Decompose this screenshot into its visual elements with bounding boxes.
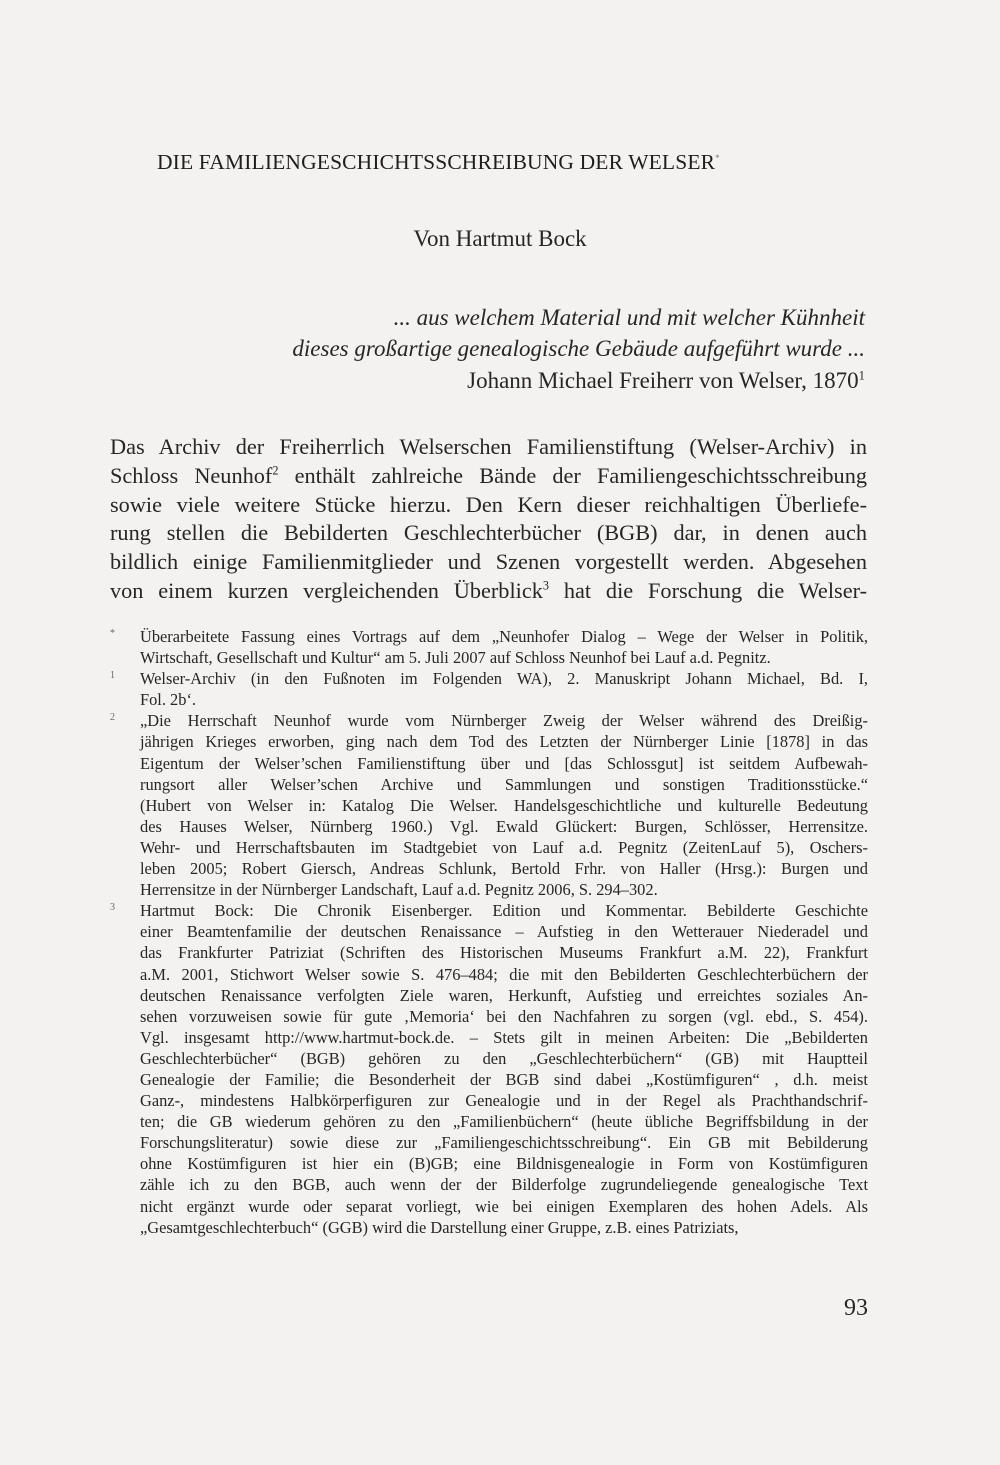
footnote-line: ohne Kostümfiguren ist hier ein (B)GB; eine Bildnisgenealogie in Form von Kostümfiguren <box>140 1154 868 1174</box>
author-line: Von Hartmut Bock <box>413 226 587 251</box>
footnote-line: Eigentum der Welser’schen Familienstiftung über und [das Schlossgut] ist seitdem Aufbewah- <box>140 753 868 773</box>
body-line-text: rung stellen die Bebilderten Geschlechterbücher (BGB) dar, in denen auch <box>110 520 867 546</box>
footnote-ref: 2 <box>272 463 279 478</box>
epigraph <box>165 302 865 364</box>
body-line <box>110 491 867 520</box>
footnote-line: ten; die GB wiederum gehören zu den „Familienbüchern“ (heute übliche Begriffsbildung in der <box>140 1112 868 1132</box>
footnote-line: Überarbeitete Fassung eines Vortrags auf dem „Neunhofer Dialog – Wege der Welser in Politik, <box>140 627 868 646</box>
chapter-title-text: DIE FAMILIENGESCHICHTSSCHREIBUNG DER WELSER <box>157 150 716 174</box>
footnote-line: a.M. 2001, Stichwort Welser sowie S. 476–484; die mit den Bebilderten Geschlechterbüchern der <box>140 964 868 984</box>
chapter-title <box>157 150 857 175</box>
footnote <box>110 626 868 668</box>
footnote <box>110 710 868 900</box>
epigraph-line-2: dieses großartige genealogische Gebäude aufgeführt wurde ... <box>292 336 865 361</box>
epigraph-footnote-ref: 1 <box>858 368 865 383</box>
footnote-line: sehen vorzuweisen sowie für gute ‚Memoria‘ bei den Nachfahren zu sorgen (vgl. ebd., S. 454). <box>140 1006 868 1026</box>
body-line <box>110 519 867 548</box>
footnote-line: zähle ich zu den BGB, auch wenn der der Bilderfolge zugrundeliegende genealogische Text <box>140 1175 868 1195</box>
footnote-line: Forschungsliteratur) sowie diese zur „Familiengeschichtsschreibung“. Ein GB mit Bebilderung <box>140 1133 868 1153</box>
footnote-ref: 3 <box>542 578 550 593</box>
footnote-line: Wirtschaft, Gesellschaft und Kultur“ am 5. Juli 2007 auf Schloss Neunhof bei Lauf a.d. Pegnitz. <box>140 648 771 668</box>
footnote <box>110 900 868 1238</box>
footnote-line: deutschen Renaissance verfolgten Ziele waren, Herkunft, Aufstieg und erreichtes soziales An- <box>140 985 868 1005</box>
body-line <box>110 577 867 606</box>
body-line-text-cont: enthält zahlreiche Bände der Familiengeschichtsschreibung <box>278 462 868 488</box>
body-paragraph <box>110 433 867 606</box>
body-line <box>110 462 867 491</box>
footnote-line: das Frankfurter Patriziat (Schriften des Historischen Museums Frankfurt a.M. 22), Frankfurt <box>140 943 868 963</box>
epigraph-source-text: Johann Michael Freiherr von Welser, 1870 <box>467 368 859 393</box>
epigraph-line-1: ... aus welchem Material und mit welcher Kühnheit <box>393 305 865 330</box>
footnote-line: leben 2005; Robert Giersch, Andreas Schlunk, Bertold Frhr. von Haller (Hrsg.): Burgen und <box>140 859 868 879</box>
footnotes <box>110 626 868 1238</box>
body-line-text: sowie viele weitere Stücke hierzu. Den Kern dieser reichhaltigen Überliefe- <box>110 491 867 517</box>
body-line <box>110 548 867 577</box>
footnote-line: Genealogie der Familie; die Besonderheit der BGB sind dabei „Kostümfiguren“ , d.h. meist <box>140 1069 868 1089</box>
footnote-line: rungsort aller Welser’schen Archive und Sammlungen und sonstigen Traditionsstücke.“ <box>140 774 868 794</box>
body-line <box>110 433 867 462</box>
footnote-line: „Die Herrschaft Neunhof wurde vom Nürnberger Zweig der Welser während des Dreißig- <box>140 711 868 731</box>
footnote-line: Ganz-, mindestens Halbkörperfiguren zur Genealogie und in der Regel als Prachthandschrif- <box>140 1091 868 1111</box>
body-line-text: von einem kurzen vergleichenden Überblick <box>110 577 543 603</box>
footnote-line: „Gesamtgeschlechterbuch“ (GGB) wird die Darstellung einer Gruppe, z.B. eines Patriziats, <box>140 1217 739 1237</box>
footnote-body <box>140 668 868 710</box>
footnote-marker: 3 <box>110 902 115 914</box>
footnote-line: Wehr- und Herrschaftsbauten im Stadtgebiet von Lauf a.d. Pegnitz (ZeitenLauf 5), Oschers- <box>140 837 868 857</box>
footnote-line: jährigen Krieges erworben, ging nach dem Tod des Letzten der Nürnberger Linie [1878] in das <box>140 732 868 752</box>
footnote <box>110 668 868 710</box>
body-line-text: Das Archiv der Freiherrlich Welserschen Familienstiftung (Welser-Archiv) in <box>110 434 867 459</box>
footnote-body <box>140 900 868 1238</box>
footnote-marker: * <box>110 628 115 639</box>
footnote-line: Fol. 2b‘. <box>140 690 197 710</box>
footnote-line: Geschlechterbücher“ (BGB) gehören zu den „Geschlechterbüchern“ (GB) mit Hauptteil <box>140 1048 868 1068</box>
body-line-text: Schloss Neunhof <box>110 462 273 488</box>
body-line-text: bildlich einige Familienmitglieder und Szenen vorgestellt werden. Abgesehen <box>110 549 867 575</box>
title-footnote-mark: * <box>715 152 720 163</box>
footnote-line: (Hubert von Welser in: Katalog Die Welser. Handelsgeschichtliche und kulturelle Bedeutung <box>140 795 868 815</box>
footnote-line: Vgl. insgesamt http://www.hartmut-bock.de. – Stets gilt in meinen Arbeiten: Die „Bebilderten <box>140 1027 868 1047</box>
footnote-body <box>140 626 868 668</box>
footnote-body <box>140 710 868 900</box>
epigraph-source <box>165 368 865 394</box>
footnote-marker: 2 <box>110 712 115 724</box>
footnote-line: Herrensitze in der Nürnberger Landschaft, Lauf a.d. Pegnitz 2006, S. 294–302. <box>140 880 658 900</box>
footnote-line: Hartmut Bock: Die Chronik Eisenberger. Edition und Kommentar. Bebilderte Geschichte <box>140 901 868 921</box>
footnote-line: nicht ergänzt wurde oder separat vorliegt, wie bei einigen Exemplaren des hohen Adels. Als <box>140 1196 868 1216</box>
footnote-line: Welser-Archiv (in den Fußnoten im Folgenden WA), 2. Manuskript Johann Michael, Bd. I, <box>140 669 868 689</box>
body-line-text-cont: hat die Forschung die Welser- <box>549 577 867 603</box>
page-number: 93 <box>844 1295 868 1321</box>
footnote-line: des Hauses Welser, Nürnberg 1960.) Vgl. Ewald Glückert: Burgen, Schlösser, Herrensitze. <box>140 816 868 836</box>
footnote-line: einer Beamtenfamilie der deutschen Renaissance – Aufstieg in den Wetterauer Niederadel und <box>140 922 868 942</box>
footnote-marker: 1 <box>110 670 115 682</box>
